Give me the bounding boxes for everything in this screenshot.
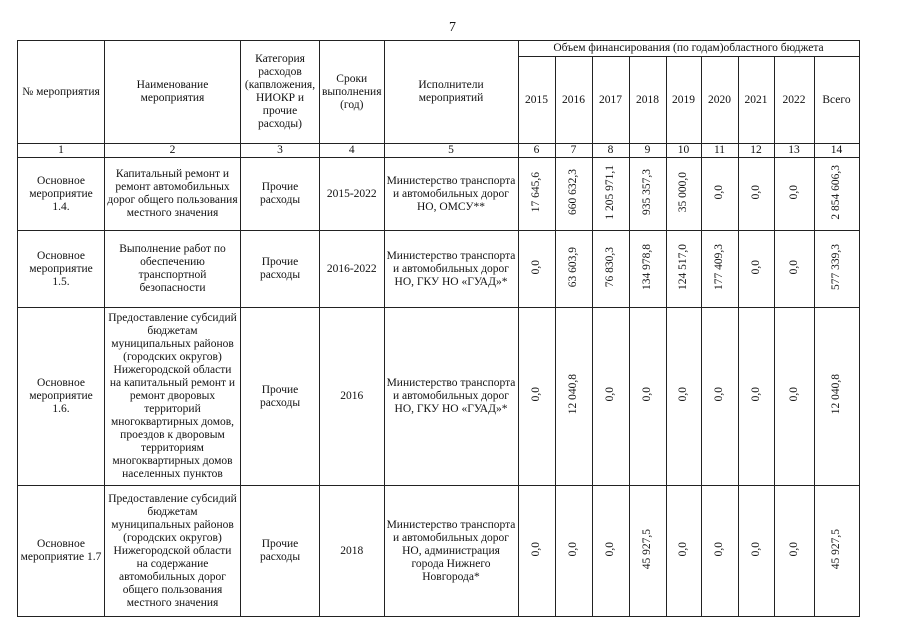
value-2018: 134 978,8 — [641, 244, 653, 290]
value-2018: 45 927,5 — [641, 528, 653, 570]
row-name: Выполнение работ по обеспечению транспортной безопасности — [105, 231, 241, 308]
row-executor: Министерство транспорта и автомобильных дорог НО, администрация города Нижнего Новгорода* — [384, 486, 518, 617]
row-executor: Министерство транспорта и автомобильных дорог НО, ОМСУ** — [384, 158, 518, 231]
column-index: 5 — [384, 144, 518, 158]
column-index: 12 — [738, 144, 774, 158]
column-index: 4 — [320, 144, 385, 158]
value-2016: 12 040,8 — [567, 374, 579, 415]
value-2018: 0,0 — [641, 387, 653, 402]
column-index: 3 — [241, 144, 320, 158]
value-total: 2 854 606,3 — [830, 164, 842, 220]
row-num: Основное мероприятие 1.4. — [18, 158, 105, 231]
table-row — [18, 308, 860, 486]
page-number: 7 — [449, 20, 456, 35]
value-2015: 17 645,6 — [530, 171, 542, 213]
value-2019: 124 517,0 — [677, 244, 689, 290]
value-2022: 0,0 — [787, 541, 800, 557]
value-2016: 63 603,9 — [567, 246, 579, 288]
column-index: 6 — [518, 144, 555, 158]
header-category: Категория расходов (капвложения, НИОКР и прочие расходы) — [241, 41, 320, 144]
row-term: 2016 — [320, 308, 385, 486]
header-executor: Исполнители мероприятий — [384, 41, 518, 144]
column-index: 9 — [629, 144, 666, 158]
header-total: Всего — [814, 57, 859, 144]
value-2020: 0,0 — [713, 541, 725, 557]
row-term: 2015-2022 — [320, 158, 385, 231]
header-term: Сроки выполнения (год) — [320, 41, 385, 144]
row-category: Прочие расходы — [241, 231, 320, 308]
value-2020: 0,0 — [713, 184, 725, 200]
row-term: 2018 — [320, 486, 385, 617]
value-2019: 0,0 — [677, 541, 689, 557]
table-row — [18, 231, 860, 308]
header-year: 2017 — [592, 57, 629, 144]
value-2017: 0,0 — [604, 387, 616, 402]
value-total: 45 927,5 — [830, 528, 842, 570]
column-index: 8 — [592, 144, 629, 158]
value-2021: 0,0 — [749, 184, 762, 200]
table-row — [18, 486, 860, 617]
value-2015: 0,0 — [530, 387, 542, 402]
value-2022: 0,0 — [787, 259, 800, 275]
header-year: 2021 — [738, 57, 774, 144]
header-num: № мероприятия — [18, 41, 105, 144]
header-funding-group: Объем финансирования (по годам)областного бюджета — [518, 41, 859, 57]
column-index: 14 — [814, 144, 859, 158]
value-2016: 0,0 — [567, 541, 579, 557]
column-index: 10 — [666, 144, 701, 158]
financing-table — [17, 40, 860, 617]
row-name: Предоставление субсидий бюджетам муниципальных районов (городских округов) Нижегородской области на содержание автомобильных дорог общего пользования местного значения — [105, 486, 241, 617]
value-2022: 0,0 — [787, 387, 800, 402]
value-total: 12 040,8 — [830, 374, 842, 415]
column-index: 13 — [774, 144, 814, 158]
header-year: 2016 — [555, 57, 592, 144]
value-2016: 660 632,3 — [567, 169, 579, 215]
row-name: Капитальный ремонт и ремонт автомобильных дорог общего пользования местного значения — [105, 158, 241, 231]
value-2019: 35 000,0 — [677, 171, 689, 213]
header-name: Наименование мероприятия — [105, 41, 241, 144]
header-year: 2019 — [666, 57, 701, 144]
value-2017: 76 830,3 — [604, 246, 616, 288]
column-index: 11 — [701, 144, 738, 158]
row-term: 2016-2022 — [320, 231, 385, 308]
row-category: Прочие расходы — [241, 308, 320, 486]
header-year: 2020 — [701, 57, 738, 144]
row-executor: Министерство транспорта и автомобильных дорог НО, ГКУ НО «ГУАД»* — [384, 231, 518, 308]
value-2017: 0,0 — [604, 541, 616, 557]
row-num: Основное мероприятие 1.6. — [18, 308, 105, 486]
header-year: 2018 — [629, 57, 666, 144]
column-index-row — [18, 144, 860, 158]
column-index: 1 — [18, 144, 105, 158]
row-executor: Министерство транспорта и автомобильных дорог НО, ГКУ НО «ГУАД»* — [384, 308, 518, 486]
column-index: 2 — [105, 144, 241, 158]
row-category: Прочие расходы — [241, 158, 320, 231]
header-row-1 — [18, 41, 860, 57]
header-year: 2022 — [774, 57, 814, 144]
header-year: 2015 — [518, 57, 555, 144]
value-total: 577 339,3 — [830, 244, 842, 290]
value-2020: 0,0 — [713, 387, 725, 402]
value-2015: 0,0 — [530, 541, 542, 557]
value-2021: 0,0 — [749, 387, 762, 402]
value-2021: 0,0 — [749, 541, 762, 557]
value-2017: 1 205 971,1 — [604, 164, 616, 220]
value-2015: 0,0 — [530, 259, 542, 275]
value-2020: 177 409,3 — [713, 244, 725, 290]
value-2018: 935 357,3 — [641, 169, 653, 215]
row-num: Основное мероприятие 1.5. — [18, 231, 105, 308]
row-category: Прочие расходы — [241, 486, 320, 617]
row-name: Предоставление субсидий бюджетам муниципальных районов (городских округов) Нижегородской области на капитальный ремонт и ремонт дворовых территорий многоквартирных домов, проездов к дворовым территориям многоквартирных домов населенных пунктов — [105, 308, 241, 486]
column-index: 7 — [555, 144, 592, 158]
value-2022: 0,0 — [787, 184, 800, 200]
row-num: Основное мероприятие 1.7 — [18, 486, 105, 617]
table-row — [18, 158, 860, 231]
value-2021: 0,0 — [749, 259, 762, 275]
value-2019: 0,0 — [677, 387, 689, 402]
